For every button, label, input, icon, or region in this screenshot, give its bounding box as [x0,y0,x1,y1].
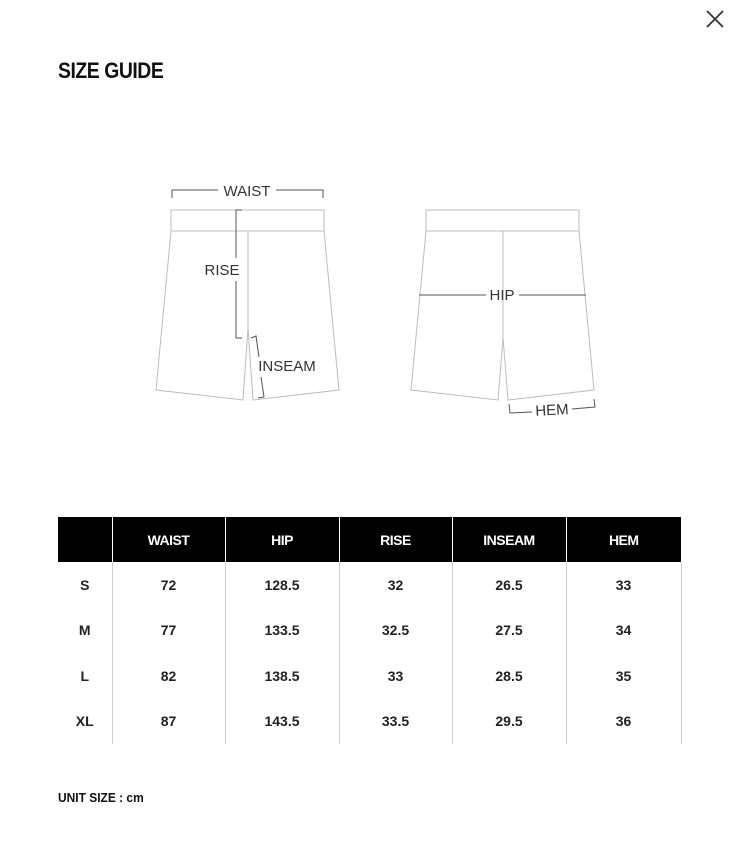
table-row [58,562,681,608]
table-row [58,653,681,699]
page-title: SIZE GUIDE [58,58,164,83]
table-row [58,608,681,654]
hem-label: HEM [534,401,570,420]
back-shorts-illustration [411,210,594,400]
table-cell: 77 [112,608,225,654]
waist-label: WAIST [223,183,271,200]
table-cell: 133.5 [225,608,339,654]
table-cell: 138.5 [225,653,339,699]
hip-label: HIP [489,287,515,304]
table-cell: 26.5 [452,562,566,608]
header-hip: HIP [225,517,339,562]
size-cell: S [80,576,90,593]
table-row [58,699,681,745]
table-cell: 32.5 [339,608,452,654]
table-cell: 32 [339,562,452,608]
table-cell: 35 [566,653,681,699]
table-cell: 34 [566,608,681,654]
size-cell: M [78,622,91,639]
table-cell: 36 [566,699,681,745]
header-size [58,517,112,562]
table-cell: 33 [566,562,681,608]
table-cell: 82 [112,653,225,699]
unit-size-note: UNIT SIZE : cm [58,790,144,805]
table-cell: 27.5 [452,608,566,654]
size-table [58,517,682,744]
size-cell: XL [75,713,94,730]
header-rise: RISE [339,517,452,562]
table-header-row [58,517,681,562]
table-cell: 29.5 [452,699,566,745]
inseam-label: INSEAM [258,358,316,375]
table-cell: 72 [112,562,225,608]
table-cell: 87 [112,699,225,745]
header-hem: HEM [566,517,681,562]
table-cell: 143.5 [225,699,339,745]
rise-label: RISE [204,262,240,279]
table-cell: 128.5 [225,562,339,608]
header-inseam: INSEAM [452,517,566,562]
table-cell: 33.5 [339,699,452,745]
table-cell: 28.5 [452,653,566,699]
back-measure-lines [419,295,595,413]
table-cell: 33 [339,653,452,699]
size-cell: L [80,667,90,684]
header-waist: WAIST [112,517,225,562]
